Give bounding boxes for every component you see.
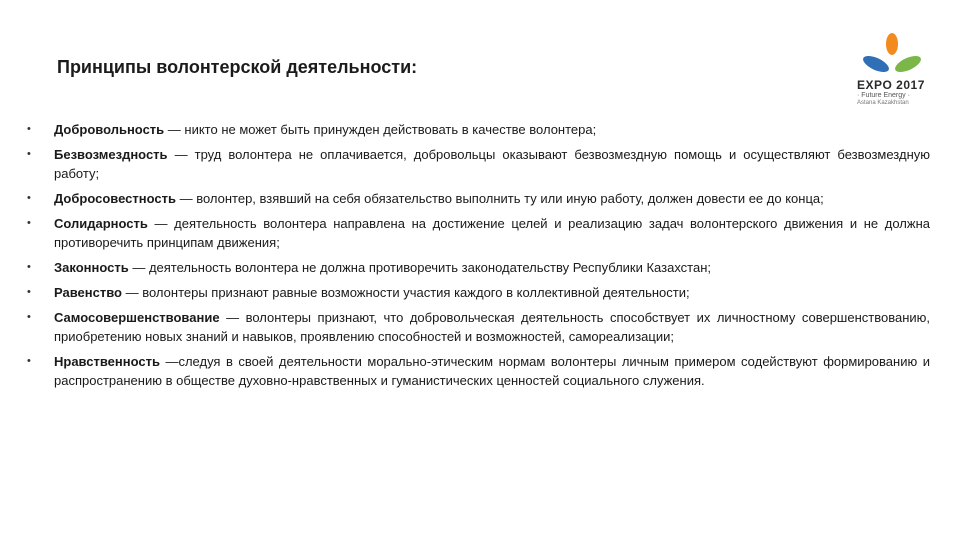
bullet-icon: • [27,123,31,135]
principle-term: Нравственность [54,354,160,369]
list-item [27,283,930,302]
bullet-icon: • [27,148,31,160]
principle-term: Равенство [54,285,122,300]
list-item [27,352,930,390]
expo-flower-icon [852,30,932,78]
bullet-icon: • [27,217,31,229]
list-item [27,145,930,183]
principle-term: Солидарность [54,216,148,231]
bullet-icon: • [27,192,31,204]
principle-text: —следуя в своей деятельности морально-этическим нормам волонтеры личным примером содействуют формированию и распространению в обществе духовно-нравственных и гуманистических ценностей социального служения. [54,354,930,388]
page-title: Принципы волонтерской деятельности: [57,57,418,77]
principle-text: — деятельность волонтера не должна противоречить законодательству Республики Казахстан; [128,260,712,275]
list-item [27,308,930,346]
principle-text: — труд волонтера не оплачивается, добровольцы оказывают безвозмездную помощь и осуществляют безвозмездную работу; [54,147,930,181]
bullet-icon: • [27,355,31,367]
list-item [27,214,930,252]
list-item [27,120,930,139]
principle-text: — никто не может быть принужден действовать в качестве волонтера; [164,122,597,137]
principle-term: Добросовестность [54,191,176,206]
principle-term: Добровольность [54,122,165,137]
logo-title: EXPO 2017 [857,78,925,92]
list-item [27,258,930,277]
bullet-icon: • [27,311,31,323]
bullet-icon: • [27,286,31,298]
principle-text: — деятельность волонтера направлена на достижение целей и реализацию задач волонтерского движения и не должна противоречить принципам движения; [54,216,930,250]
principle-text: — волонтеры признают равные возможности участия каждого в коллективной деятельности; [122,285,690,300]
logo-location: Astana Kazakhstan [857,100,909,106]
logo-subtitle: · Future Energy · [857,92,910,99]
principles-list [27,120,930,396]
principle-text: — волонтер, взявший на себя обязательство выполнить ту или иную работу, должен довести ее до конца; [175,191,824,206]
principle-text: — волонтеры признают, что добровольческая деятельность способствует их личностному совершенствованию, приобретению новых знаний и навыков, проявлению способностей и возможностей, самореализации; [54,310,930,344]
bullet-icon: • [27,261,31,273]
principle-term: Самосовершенствование [54,310,220,325]
list-item [27,189,930,208]
principle-term: Законность [54,260,129,275]
expo-2017-logo [852,30,932,108]
principle-term: Безвозмездность [54,147,168,162]
